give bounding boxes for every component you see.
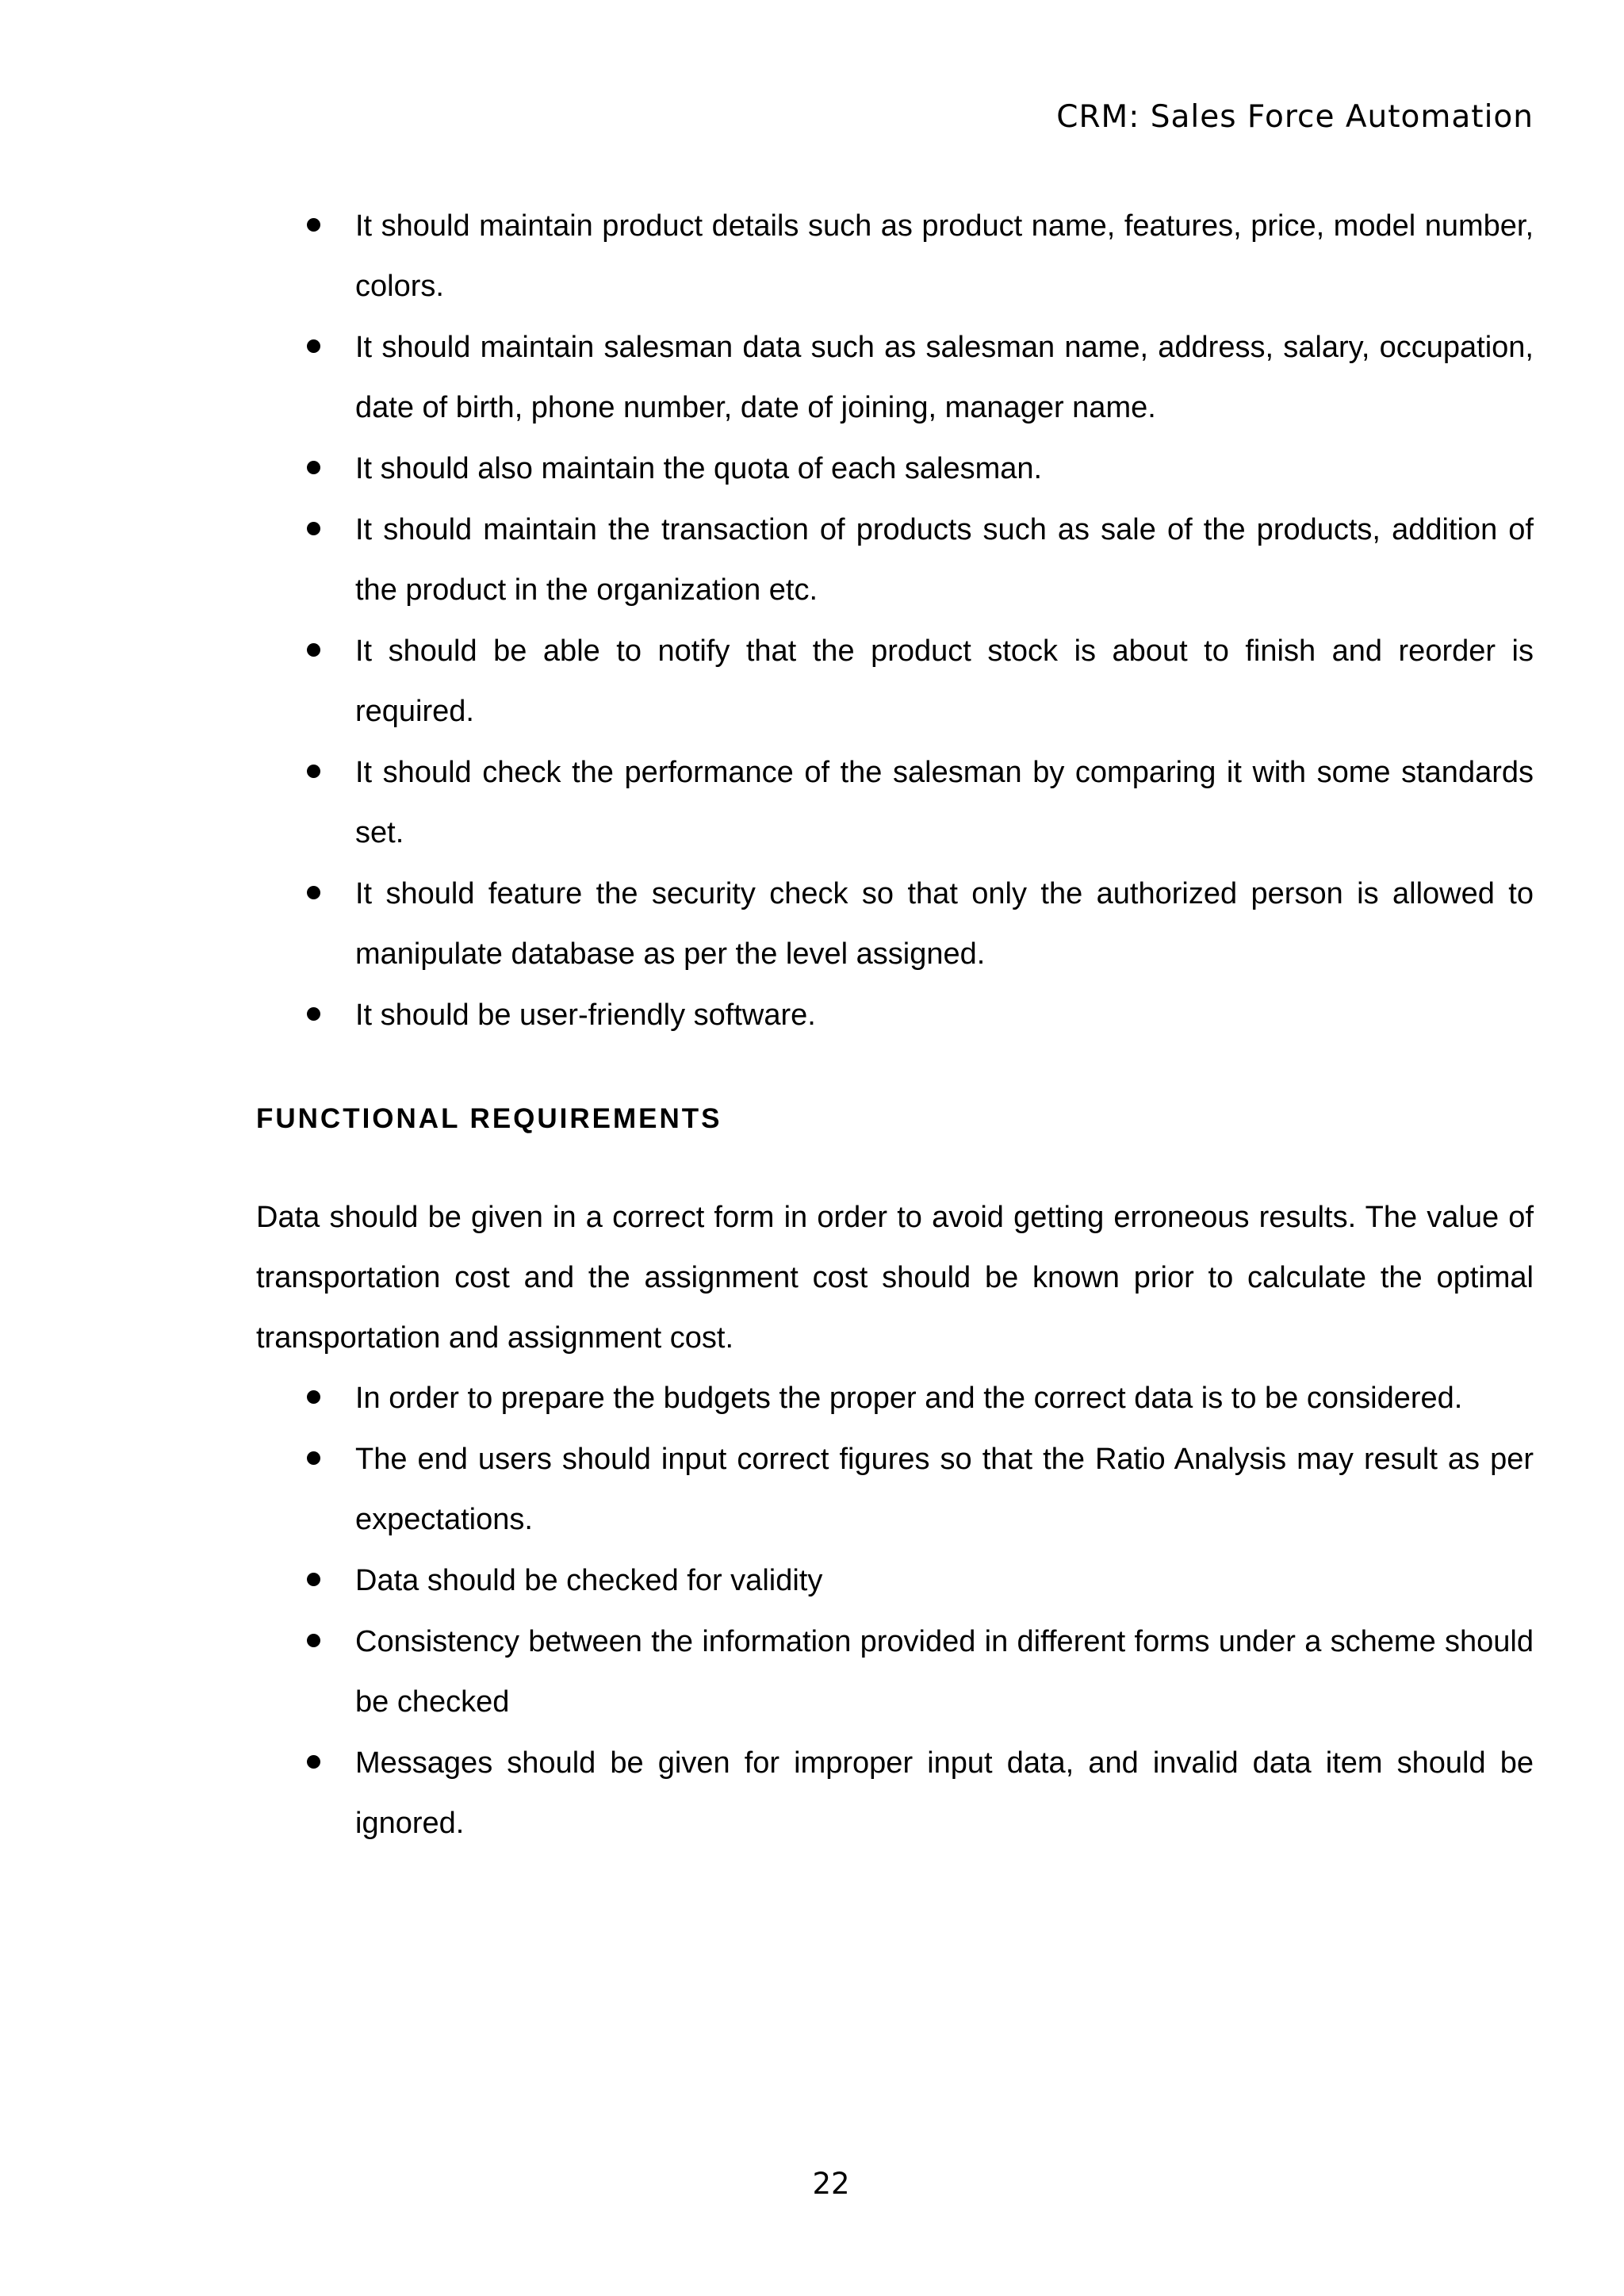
bullet-icon [307,461,320,474]
bullet-icon [307,643,320,657]
bullet-icon [307,1755,320,1769]
list-item [256,1368,1534,1428]
list-item-text: It should also maintain the quota of each salesman. [355,452,1043,485]
bullet-icon [307,765,320,778]
list-item-text: It should be user-friendly software. [355,999,816,1032]
list-item-text: It should be able to notify that the product stock is about to finish and reorder is required. [355,634,1534,728]
list-item-text: Consistency between the information provided in different forms under a scheme should be checked [355,1625,1534,1719]
running-header: CRM: Sales Force Automation [1056,99,1534,135]
bullet-icon [307,1634,320,1647]
list-item-text: It should maintain product details such as product name, features, price, model number, colors. [355,209,1534,303]
bullet-icon [307,1573,320,1586]
section-heading: FUNCTIONAL REQUIREMENTS [256,1103,722,1134]
list-item [256,621,1534,742]
page-number: 22 [812,2167,850,2201]
list-item-text: It should check the performance of the salesman by comparing it with some standards set. [355,756,1534,849]
bullet-icon [307,886,320,899]
list-item [256,196,1534,316]
list-item [256,985,1534,1045]
list-item [256,1612,1534,1732]
bullet-icon [307,218,320,232]
bullet-icon [307,1007,320,1021]
list-item [256,439,1534,499]
list-item [256,1550,1534,1611]
list-item-text: It should maintain salesman data such as salesman name, address, salary, occupation, date of birth, phone number, date of joining, manager name. [355,331,1534,424]
bullet-icon [307,522,320,535]
bullet-icon [307,339,320,353]
list-item [256,1733,1534,1853]
bullet-icon [307,1390,320,1404]
list-item [256,500,1534,620]
bullet-icon [307,1451,320,1465]
list-item-text: It should maintain the transaction of products such as sale of the products, addition of the product in the organization etc. [355,513,1534,607]
page-body [256,196,1534,1854]
list-item-text: The end users should input correct figures so that the Ratio Analysis may result as per expectations. [355,1443,1534,1536]
data-checks-list [256,1368,1534,1853]
requirements-list [256,196,1534,1045]
list-item [256,742,1534,863]
list-item-text: In order to prepare the budgets the proper and the correct data is to be considered. [355,1382,1463,1415]
list-item [256,864,1534,984]
list-item-text: Data should be checked for validity [355,1564,823,1597]
list-item [256,317,1534,438]
list-item-text: Messages should be given for improper input data, and invalid data item should be ignored. [355,1746,1534,1840]
list-item-text: It should feature the security check so that only the authorized person is allowed to manipulate database as per the level assigned. [355,877,1534,971]
section-paragraph: Data should be given in a correct form in order to avoid getting erroneous results. The value of transportation cost and the assignment cost should be known prior to calculate the optimal transportation and assignment cost. [256,1201,1534,1355]
list-item [256,1429,1534,1550]
